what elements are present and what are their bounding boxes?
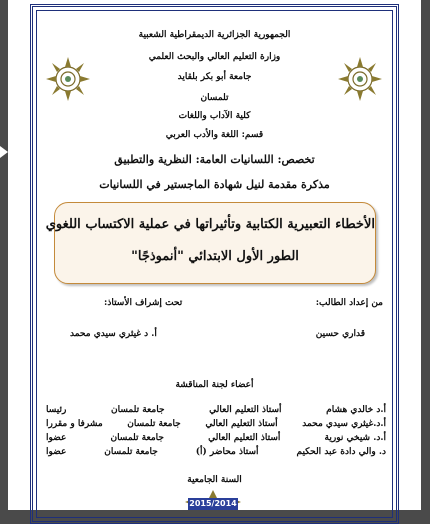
committee-row — [46, 405, 386, 415]
mouse-cursor-icon — [0, 146, 8, 158]
member-university: جامعة تلمسان — [110, 433, 164, 443]
committee-row — [46, 433, 386, 443]
member-rank: أستاذ التعليم العالي — [209, 405, 282, 415]
committee-row — [46, 447, 386, 457]
member-name: أ.د. شيخي نورية — [324, 433, 386, 443]
department-line: قسم: اللغة والأدب العربي — [165, 130, 264, 140]
member-role: مشرفا و مقررا — [46, 419, 103, 429]
member-university: جامعة تلمسان — [127, 419, 181, 429]
university-line: جامعة أبو بكر بلقايد — [177, 72, 252, 82]
republic-line: الجمهورية الجزائرية الديمقراطية الشعبية — [138, 30, 291, 40]
city-line: تلمسان — [200, 93, 229, 103]
member-university: جامعة تلمسان — [111, 405, 165, 415]
committee-heading: أعضاء لجنة المناقشة — [175, 380, 254, 390]
member-rank: أستاذ محاضر (أ) — [195, 447, 259, 457]
supervisor-label: تحت إشراف الأستاذ: — [104, 298, 183, 308]
member-name: أ.د خالدي هشام — [326, 405, 386, 415]
member-university: جامعة تلمسان — [104, 447, 158, 457]
committee-row — [46, 419, 386, 429]
memo-line: مذكرة مقدمة لنيل شهادة الماجستير في اللسانيات — [99, 178, 330, 191]
member-role: عضوا — [46, 447, 67, 457]
academic-year-label: السنة الجامعية — [187, 475, 242, 485]
document-page — [8, 0, 421, 510]
student-name: قداري حسين — [315, 329, 365, 339]
supervisor-name: أ. د غيثري سيدي محمد — [70, 329, 157, 339]
thesis-title-line-2: الطور الأول الابتدائي "أنموذجًا" — [131, 249, 299, 264]
ministry-line: وزارة التعليم العالي والبحث العلمي — [148, 52, 281, 62]
thesis-title-line-1: الأخطاء التعبيرية الكتابية وتأثيراتها في عملية الاكتساب اللغوي — [45, 217, 375, 232]
faculty-line: كلية الآداب واللغات — [178, 111, 251, 121]
member-rank: أستاذ التعليم العالي — [208, 433, 281, 443]
academic-year-badge: 2015/2014 — [189, 499, 237, 508]
specialty-line: تخصص: اللسانيات العامة: النظرية والتطبيق — [114, 153, 315, 166]
student-label: من إعداد الطالب: — [315, 298, 383, 308]
member-name: أ.د.غيثري سيدي محمد — [302, 419, 386, 429]
thesis-title-box — [45, 202, 376, 284]
member-role: رئيسا — [46, 405, 67, 415]
member-rank: أستاذ التعليم العالي — [205, 419, 278, 429]
member-name: د. والي دادة عبد الحكيم — [296, 447, 386, 457]
member-role: عضوا — [46, 433, 67, 443]
